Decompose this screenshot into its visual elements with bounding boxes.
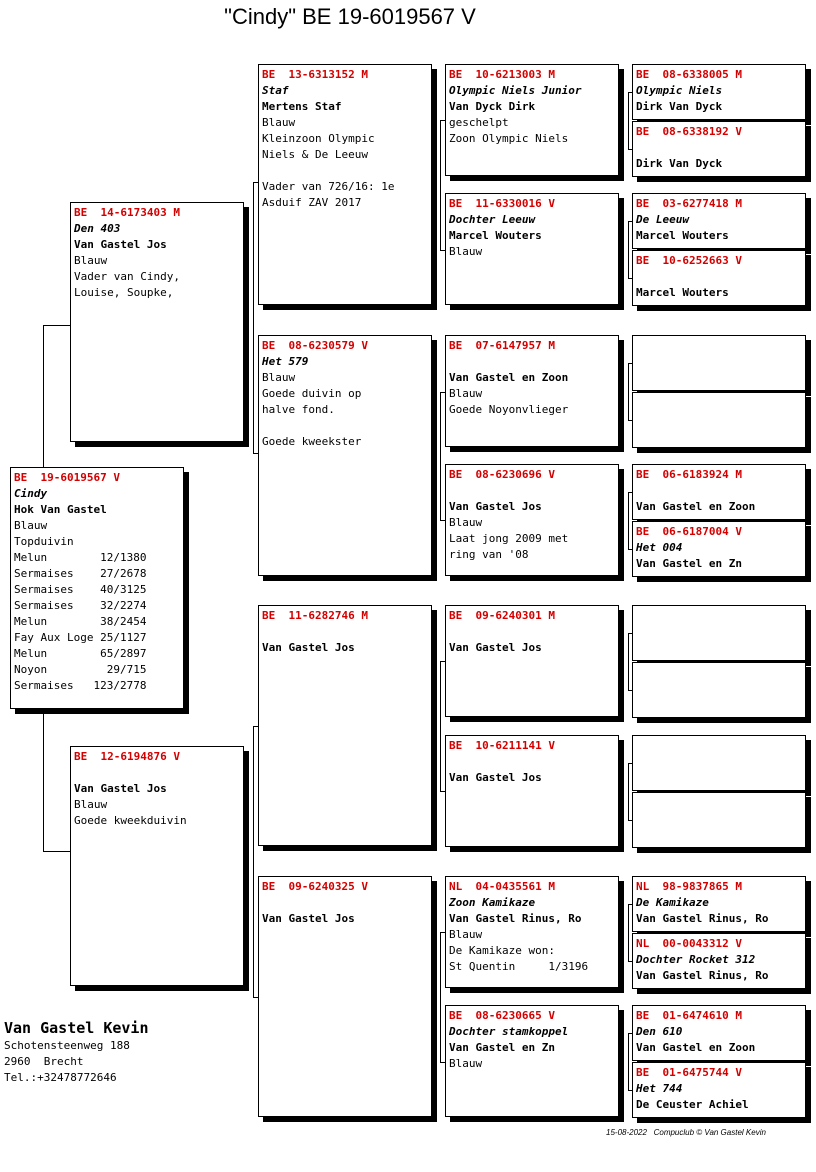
connector-line: [440, 932, 441, 1062]
bird-info-line: Fay Aux Loge 25/1127: [14, 631, 147, 644]
bird-info-line: Blauw: [262, 371, 296, 384]
ring-number: BE 08-6230579 V: [262, 339, 368, 352]
dds-card[interactable]: [445, 876, 619, 988]
bird-info-line: Niels & De Leeuw: [262, 148, 368, 161]
bird-info-line: Melun 38/2454: [14, 615, 147, 628]
connector-line: [440, 120, 441, 250]
bird-info-line: Sermaises 123/2778: [14, 679, 147, 692]
footer-credit: Compuclub © Van Gastel Kevin: [653, 1128, 766, 1137]
bird-info-line: halve fond.: [262, 403, 335, 416]
bird-owner: Marcel Wouters: [636, 229, 729, 242]
bird-name: De Leeuw: [636, 213, 689, 226]
g15-card[interactable]: [632, 1005, 806, 1061]
ssd-card[interactable]: [445, 193, 619, 305]
bird-name: Olympic Niels: [636, 84, 723, 97]
bird-info-line: [262, 163, 428, 179]
sdd-card[interactable]: [445, 464, 619, 576]
bird-owner: Mertens Staf: [262, 100, 342, 113]
bird-info-line: Goede kweekster: [262, 435, 362, 448]
footer-date: 15-08-2022: [606, 1128, 647, 1137]
bird-info-line: Vader van 726/16: 1e: [262, 180, 395, 193]
bird-info-line: Melun 65/2897: [14, 647, 147, 660]
bird-owner: Marcel Wouters: [449, 229, 542, 242]
connector-line: [628, 1033, 629, 1090]
bird-info-line: St Quentin 1/3196: [449, 960, 589, 973]
dam-sire-card[interactable]: [258, 605, 432, 846]
bird-info-line: Vader van Cindy,: [74, 270, 180, 283]
bird-name: Den 610: [636, 1025, 683, 1038]
bird-info-line: [262, 418, 428, 434]
dam-card[interactable]: [70, 746, 244, 986]
g11-card[interactable]: [632, 735, 806, 791]
sss-card[interactable]: [445, 64, 619, 176]
g9-card[interactable]: [632, 605, 806, 661]
connector-line: [628, 492, 629, 549]
dsd-card[interactable]: [445, 735, 619, 847]
ring-number: BE 08-6230665 V: [449, 1009, 555, 1022]
connector-line: [628, 763, 629, 820]
ring-number: BE 07-6147957 M: [449, 339, 555, 352]
g13-card[interactable]: [632, 876, 806, 932]
footer: [606, 1128, 766, 1137]
ring-number: BE 10-6213003 M: [449, 68, 555, 81]
bird-info-line: Goede kweekduivin: [74, 814, 187, 827]
bird-owner: Van Gastel en Zn: [449, 1041, 555, 1054]
ring-number: BE 01-6474610 M: [636, 1009, 742, 1022]
bird-name: Het 744: [636, 1082, 683, 1095]
bird-info-line: De Kamikaze won:: [449, 944, 555, 957]
sire-card[interactable]: [70, 202, 244, 442]
owner-city: 2960 Brecht: [4, 1055, 84, 1068]
ring-number: NL 00-0043312 V: [636, 937, 742, 950]
bird-owner: Van Gastel en Zoon: [449, 371, 569, 384]
g3-card[interactable]: [632, 193, 806, 249]
bird-info-line: Sermaises 32/2274: [14, 599, 147, 612]
bird-info-line: Goede duivin op: [262, 387, 362, 400]
bird-owner: Van Gastel Jos: [74, 782, 167, 795]
bird-name: Den 403: [74, 222, 121, 235]
g1-card[interactable]: [632, 64, 806, 120]
ring-number: BE 09-6240301 M: [449, 609, 555, 622]
bird-name: De Kamikaze: [636, 896, 709, 909]
bird-info-line: Blauw: [74, 798, 108, 811]
g4-card[interactable]: [632, 250, 806, 306]
bird-name: Cindy: [14, 487, 48, 500]
bird-info-line: Laat jong 2009 met: [449, 532, 569, 545]
bird-owner: Van Gastel Jos: [262, 641, 355, 654]
bird-owner: Van Dyck Dirk: [449, 100, 536, 113]
bird-name: Dochter Rocket 312: [636, 953, 756, 966]
ring-number: NL 04-0435561 M: [449, 880, 555, 893]
connector-line: [43, 325, 44, 468]
bird-name: Dochter Leeuw: [449, 213, 536, 226]
bird-info-line: Zoon Olympic Niels: [449, 132, 569, 145]
ring-number: BE 10-6211141 V: [449, 739, 555, 752]
connector-line: [628, 92, 629, 149]
bird-owner: Hok Van Gastel: [14, 503, 107, 516]
connector-line: [628, 363, 629, 420]
bird-info-line: Blauw: [449, 516, 483, 529]
bird-name: Het 004: [636, 541, 683, 554]
ring-number: BE 08-6230696 V: [449, 468, 555, 481]
sire-dam-card[interactable]: [258, 335, 432, 576]
bird-info-line: Blauw: [449, 245, 483, 258]
connector-line: [628, 221, 629, 278]
bird-info-line: geschelpt: [449, 116, 509, 129]
bird-owner: De Ceuster Achiel: [636, 1098, 749, 1111]
pedigree-title: "Cindy" BE 19-6019567 V: [224, 4, 476, 29]
owner-street: Schotensteenweg 188: [4, 1039, 130, 1052]
g6-card[interactable]: [632, 392, 806, 448]
bird-owner: Marcel Wouters: [636, 286, 729, 299]
bird-info-line: Sermaises 40/3125: [14, 583, 147, 596]
ddd-card[interactable]: [445, 1005, 619, 1117]
bird-info-line: Noyon 29/715: [14, 663, 147, 676]
bird-owner: Van Gastel Rinus, Ro: [636, 969, 769, 982]
ring-number: BE 06-6183924 M: [636, 468, 742, 481]
g8-card[interactable]: [632, 521, 806, 577]
bird-owner: Van Gastel Jos: [449, 641, 542, 654]
bird-owner: Van Gastel Rinus, Ro: [449, 912, 582, 925]
bird-info-line: Kleinzoon Olympic: [262, 132, 375, 145]
g7-card[interactable]: [632, 464, 806, 520]
ring-number: BE 13-6313152 M: [262, 68, 368, 81]
dss-card[interactable]: [445, 605, 619, 717]
connector-line: [440, 661, 441, 791]
bird-info-line: Blauw: [449, 1057, 483, 1070]
subject-card[interactable]: [10, 467, 184, 709]
owner-phone: Tel.:+32478772646: [4, 1071, 117, 1084]
bird-info-line: Sermaises 27/2678: [14, 567, 147, 580]
bird-info-line: Asduif ZAV 2017: [262, 196, 362, 209]
connector-line: [43, 709, 44, 851]
dam-dam-card[interactable]: [258, 876, 432, 1117]
g16-card[interactable]: [632, 1062, 806, 1118]
bird-owner: Dirk Van Dyck: [636, 157, 723, 170]
bird-name: Olympic Niels Junior: [449, 84, 582, 97]
sds-card[interactable]: [445, 335, 619, 447]
ring-number: NL 98-9837865 M: [636, 880, 742, 893]
connector-line: [253, 182, 254, 453]
bird-owner: Van Gastel Jos: [449, 500, 542, 513]
ring-number: BE 19-6019567 V: [14, 471, 120, 484]
g10-card[interactable]: [632, 662, 806, 718]
ring-number: BE 01-6475744 V: [636, 1066, 742, 1079]
bird-owner: Dirk Van Dyck: [636, 100, 723, 113]
bird-name: Dochter stamkoppel: [449, 1025, 569, 1038]
bird-owner: Van Gastel en Zoon: [636, 1041, 756, 1054]
bird-name: Staf: [262, 84, 289, 97]
bird-info-line: Melun 12/1380: [14, 551, 147, 564]
g14-card[interactable]: [632, 933, 806, 989]
bird-info-line: Goede Noyonvlieger: [449, 403, 569, 416]
ring-number: BE 08-6338192 V: [636, 125, 742, 138]
connector-line: [628, 633, 629, 690]
bird-name: Zoon Kamikaze: [449, 896, 536, 909]
ring-number: BE 08-6338005 M: [636, 68, 742, 81]
ring-number: BE 11-6282746 M: [262, 609, 368, 622]
bird-owner: Van Gastel Jos: [449, 771, 542, 784]
owner-block: [4, 1018, 149, 1086]
ring-number: BE 14-6173403 M: [74, 206, 180, 219]
bird-info-line: Blauw: [449, 387, 483, 400]
ring-number: BE 12-6194876 V: [74, 750, 180, 763]
bird-owner: Van Gastel Jos: [262, 912, 355, 925]
owner-name: Van Gastel Kevin: [4, 1019, 149, 1037]
ring-number: BE 09-6240325 V: [262, 880, 368, 893]
connector-line: [43, 851, 71, 852]
bird-info-line: Blauw: [449, 928, 483, 941]
bird-info-line: Blauw: [262, 116, 296, 129]
bird-info-line: Louise, Soupke,: [74, 286, 174, 299]
bird-name: Het 579: [262, 355, 309, 368]
bird-info-line: Blauw: [74, 254, 108, 267]
g2-card[interactable]: [632, 121, 806, 177]
ring-number: BE 11-6330016 V: [449, 197, 555, 210]
bird-owner: Van Gastel en Zoon: [636, 500, 756, 513]
bird-owner: Van Gastel Jos: [74, 238, 167, 251]
bird-info-line: ring van '08: [449, 548, 529, 561]
bird-owner: Van Gastel Rinus, Ro: [636, 912, 769, 925]
ring-number: BE 03-6277418 M: [636, 197, 742, 210]
g5-card[interactable]: [632, 335, 806, 391]
ring-number: BE 06-6187004 V: [636, 525, 742, 538]
ring-number: BE 10-6252663 V: [636, 254, 742, 267]
connector-line: [628, 904, 629, 961]
connector-line: [253, 726, 254, 997]
connector-line: [440, 392, 441, 520]
g12-card[interactable]: [632, 792, 806, 848]
bird-info-line: Blauw: [14, 519, 48, 532]
bird-info-line: Topduivin: [14, 535, 74, 548]
sire-sire-card[interactable]: [258, 64, 432, 305]
connector-line: [43, 325, 71, 326]
bird-owner: Van Gastel en Zn: [636, 557, 742, 570]
